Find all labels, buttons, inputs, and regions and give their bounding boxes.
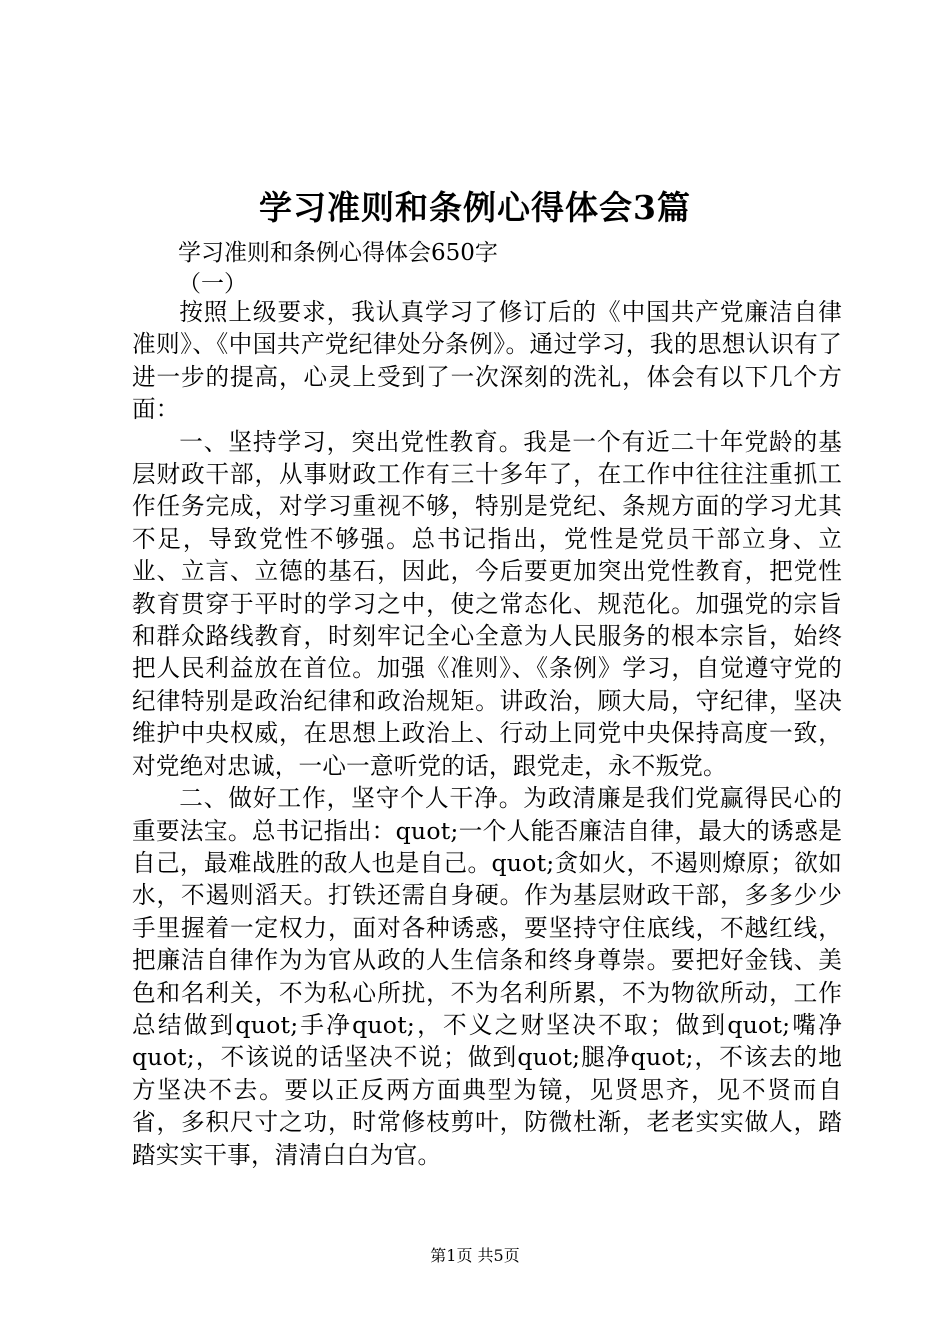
document-title: 学习准则和条例心得体会3篇	[259, 188, 691, 227]
page-indicator: 第1页 共5页	[430, 1246, 520, 1265]
paragraph: 按照上级要求，我认真学习了修订后的《中国共产党廉洁自律准则》、《中国共产党纪律处分条例》。通过学习，我的思想认识有了进一步的提高，心灵上受到了一次深刻的洗礼，体会有以下几个方面：	[132, 298, 842, 424]
section-number: （一）	[178, 271, 247, 297]
paragraph: 二、做好工作，坚守个人干净。为政清廉是我们党赢得民心的重要法宝。总书记指出：quot;一个人能否廉洁自律，最大的诱惑是自己，最难战胜的敌人也是自己。quot;贪如火，不遏则燎原；欲如水，不遏则滔天。打铁还需自身硬。作为基层财政干部，多多少少手里握着一定权力，面对各种诱惑，要坚持守住底线，不越红线，把廉洁自律作为为官从政的人生信条和终身尊崇。要把好金钱、美色和名利关，不为私心所扰，不为名利所累，不为物欲所动，工作总结做到quot;手净quot;，不义之财坚决不取；做到quot;嘴净quot;，不该说的话坚决不说；做到quot;腿净quot;，不该去的地方坚决不去。要以正反两方面典型为镜，见贤思齐，见不贤而自省，多积尺寸之功，时常修枝剪叶，防微杜渐，老老实实做人，踏踏实实干事，清清白白为官。	[132, 784, 842, 1169]
paragraph: 一、坚持学习，突出党性教育。我是一个有近二十年党龄的基层财政干部，从事财政工作有三十多年了，在工作中往往注重抓工作任务完成，对学习重视不够，特别是党纪、条规方面的学习尤其不足，导致党性不够强。总书记指出，党性是党员干部立身、立业、立言、立德的基石，因此，今后要更加突出党性教育，把党性教育贯穿于平时的学习之中，使之常态化、规范化。加强党的宗旨和群众路线教育，时刻牢记全心全意为人民服务的根本宗旨，始终把人民利益放在首位。加强《准则》、《条例》学习，自觉遵守党的纪律特别是政治纪律和政治规矩。讲政治，顾大局，守纪律，坚决维护中央权威，在思想上政治上、行动上同党中央保持高度一致，对党绝对忠诚，一心一意听党的话，跟党走，永不叛党。	[132, 427, 842, 780]
page-footer	[0, 1244, 950, 1268]
document-subtitle: 学习准则和条例心得体会650字	[178, 240, 498, 266]
document-body	[132, 296, 842, 1171]
